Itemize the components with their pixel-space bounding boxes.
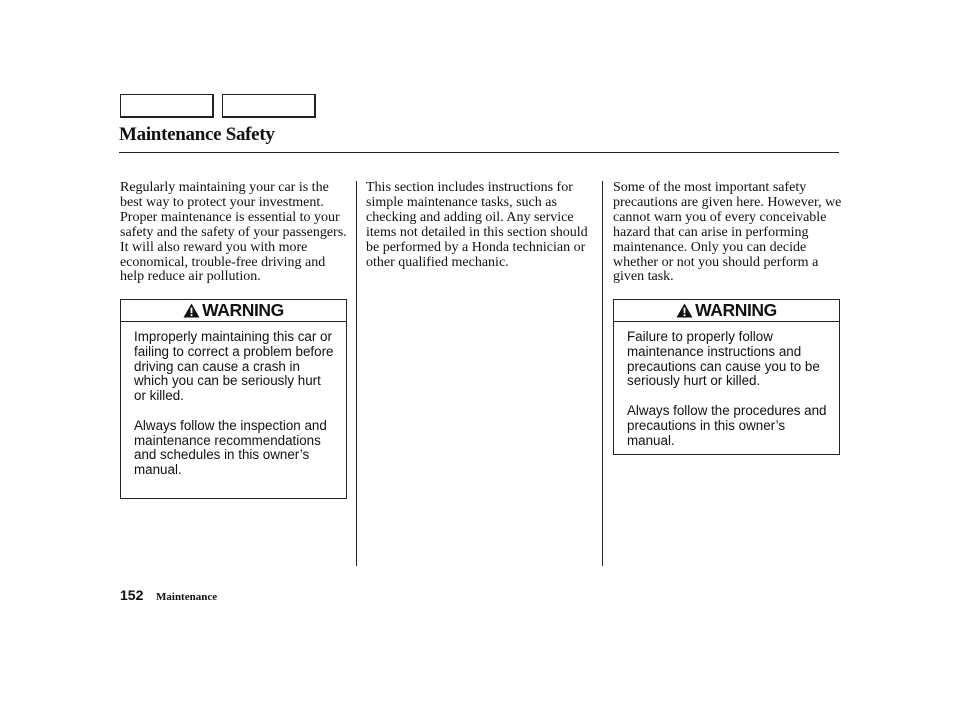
warning-triangle-icon — [676, 303, 693, 318]
column-2-paragraph: This section includes instructions for simple maintenance tasks, such as checking and adding oil. Any service items not detailed in this section should be performed by a Honda technician or other qualified mechanic. — [366, 180, 588, 270]
footer-section-label: Maintenance — [156, 591, 218, 603]
column-divider-1 — [356, 181, 357, 566]
warning-box-1 — [120, 299, 347, 499]
intro-column-3 — [613, 181, 843, 285]
title-divider — [119, 152, 839, 153]
warning-triangle-icon — [183, 303, 200, 318]
warning-paragraph: Failure to properly follow maintenance instructions and precautions can cause you to be seriously hurt or killed. — [627, 329, 820, 389]
warning-paragraph: Always follow the procedures and precautions in this owner’s manual. — [627, 402, 827, 448]
nav-tab-box-1[interactable] — [120, 94, 214, 118]
nav-tab-box-2[interactable] — [222, 94, 316, 118]
warning-header — [121, 300, 346, 322]
warning-box-2 — [613, 299, 840, 455]
column-divider-2 — [602, 181, 603, 566]
warning-body — [121, 322, 346, 478]
warning-header — [614, 300, 839, 322]
warning-paragraph: Improperly maintaining this car or failing to correct a problem before driving can cause a crash in which you can be seriously hurt or killed. — [134, 329, 334, 404]
page-title: Maintenance Safety — [119, 124, 275, 145]
warning-body — [614, 322, 839, 448]
column-1-paragraph: Regularly maintaining your car is the best way to protect your investment. Proper maintenance is essential to your safety and the safety of your passengers. It will also reward you with more economical, trouble-free driving and help reduce air pollution. — [120, 180, 347, 285]
page-number: 152 — [120, 587, 144, 603]
warning-label: WARNING — [202, 300, 284, 320]
warning-paragraph: Always follow the inspection and maintenance recommendations and schedules in this owner’s manual. — [134, 417, 327, 478]
intro-column-1 — [120, 181, 348, 285]
warning-label: WARNING — [695, 300, 777, 320]
intro-column-2 — [366, 181, 596, 270]
column-3-paragraph: Some of the most important safety precautions are given here. However, we cannot warn you of every conceivable hazard that can arise in performing maintenance. Only you can decide whether or not you should perform a given task. — [613, 180, 842, 285]
